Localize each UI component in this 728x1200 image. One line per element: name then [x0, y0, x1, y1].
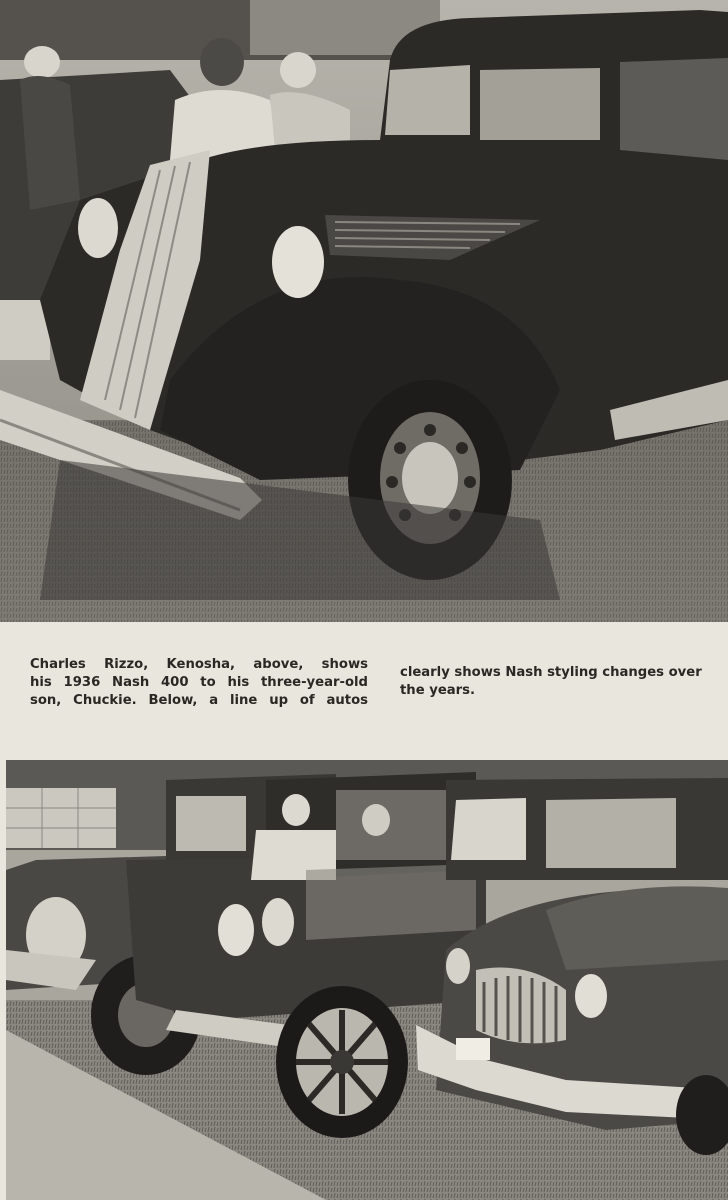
caption-line: his 1936 Nash 400 to his three-year-old [30, 675, 368, 690]
caption-line: Charles Rizzo, Kenosha, above, shows [30, 657, 368, 672]
caption-line: the years. [400, 683, 476, 698]
photo-nash-lineup [6, 760, 728, 1200]
caption-line: son, Chuckie. Below, a line up of autos [30, 693, 368, 708]
caption-right-column [400, 664, 728, 700]
photo-caption [30, 656, 728, 726]
caption-line: clearly shows Nash styling changes over [400, 665, 702, 680]
caption-left-column [30, 656, 368, 710]
